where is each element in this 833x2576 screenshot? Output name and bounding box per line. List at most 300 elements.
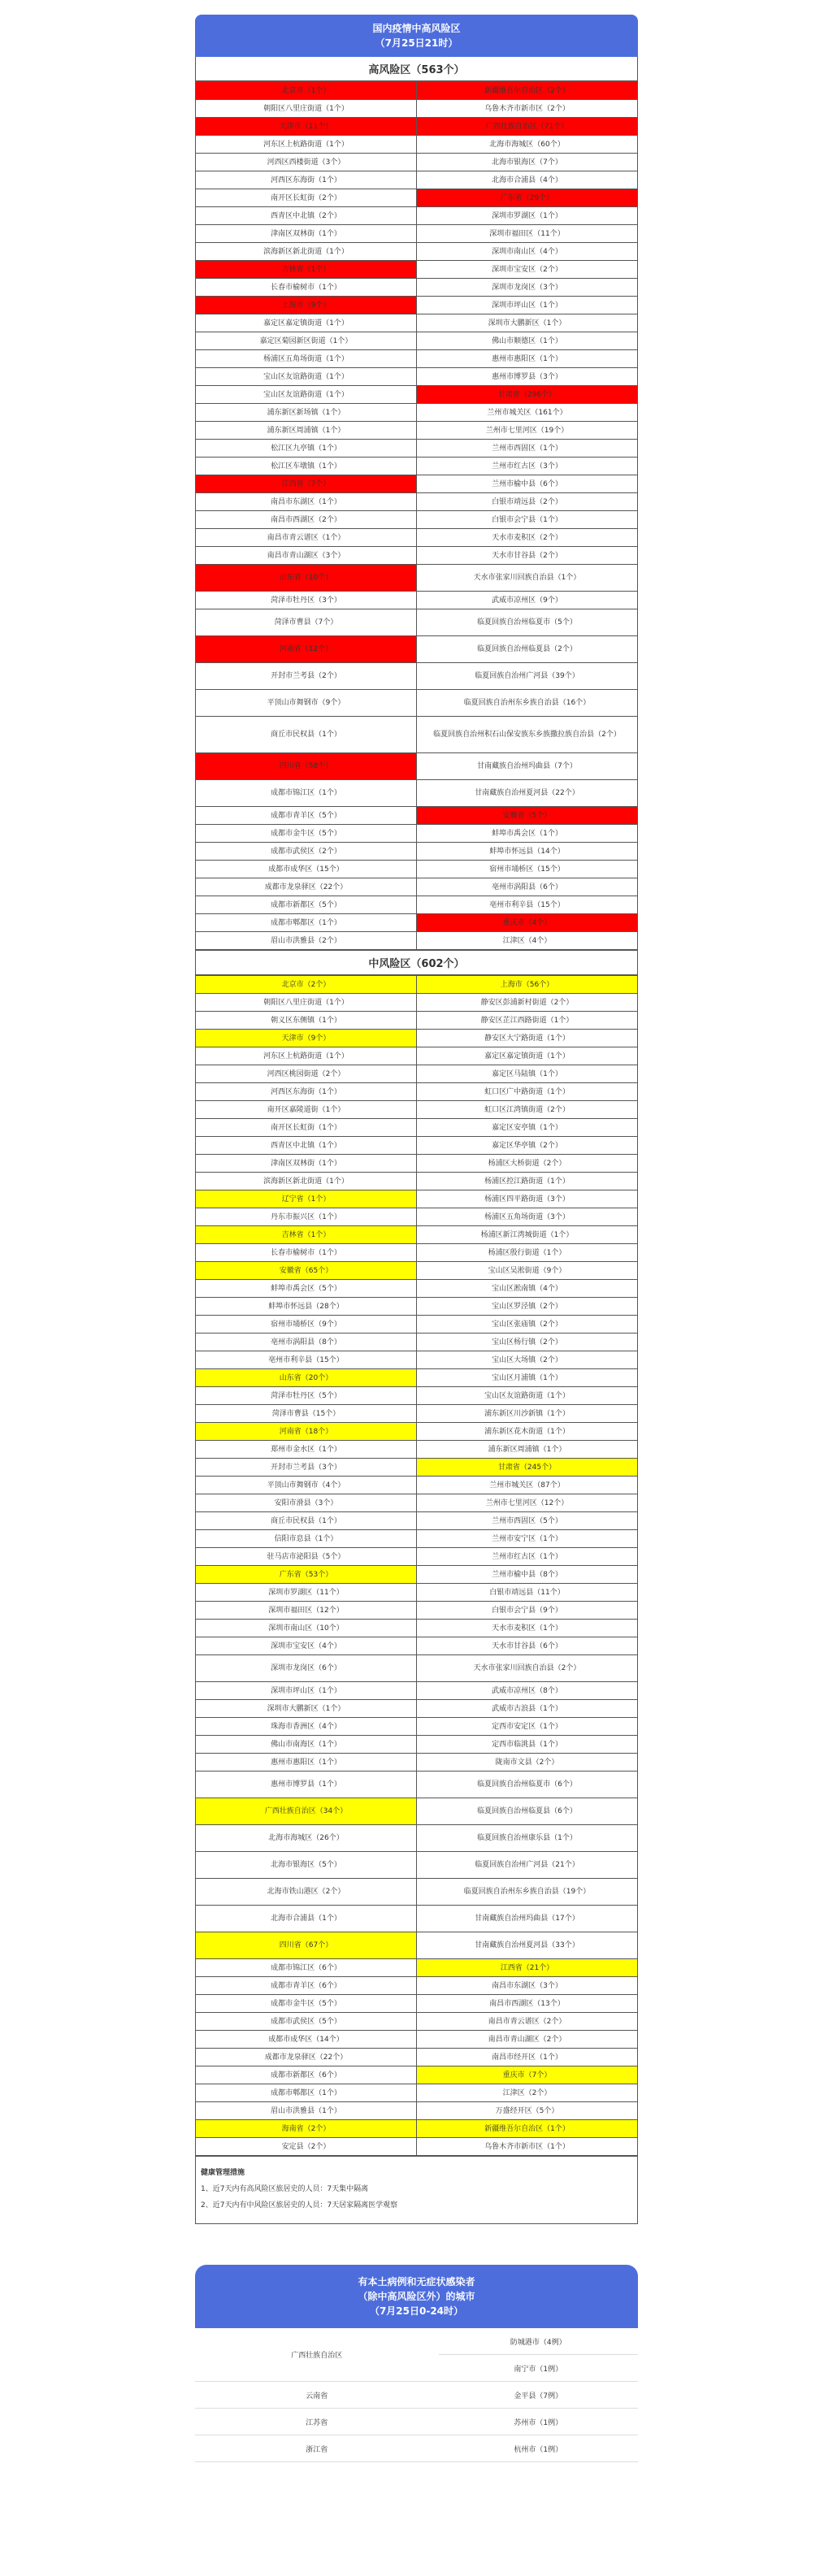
table-row — [195, 2382, 638, 2409]
table-row — [196, 1280, 637, 1298]
district-cell: 北海市合浦县（4个） — [417, 171, 638, 189]
local-province-cell: 云南省 — [195, 2382, 439, 2409]
table-row — [196, 1736, 637, 1754]
table-row — [196, 1298, 637, 1316]
district-cell: 南开区长虹街（2个） — [196, 189, 417, 207]
province-cell: 天津市（11个） — [196, 118, 417, 136]
table-row — [196, 878, 637, 896]
district-cell: 宝山区月浦镇（1个） — [417, 1369, 638, 1387]
table-row — [196, 2066, 637, 2084]
table-row — [196, 1012, 637, 1030]
district-cell: 眉山市洪雅县（1个） — [196, 2102, 417, 2120]
district-cell: 南昌市西湖区（2个） — [196, 511, 417, 529]
district-cell: 宝山区罗泾镇（2个） — [417, 1298, 638, 1316]
table-row — [196, 1101, 637, 1119]
district-cell: 商丘市民权县（1个） — [196, 1512, 417, 1530]
district-cell: 兰州市西固区（5个） — [417, 1512, 638, 1530]
table-row — [196, 1637, 637, 1655]
table-row — [196, 2013, 637, 2031]
province-cell: 安徽省（65个） — [196, 1262, 417, 1280]
table-row — [196, 1700, 637, 1718]
table-row — [196, 843, 637, 861]
province-cell: 新疆维吾尔自治区（2个） — [417, 82, 638, 100]
district-cell: 西青区中北镇（1个） — [196, 1137, 417, 1155]
table-row — [196, 1387, 637, 1405]
district-cell: 甘南藏族自治州玛曲县（17个） — [417, 1906, 638, 1932]
table-row — [196, 207, 637, 225]
district-cell: 浦东新区新场镇（1个） — [196, 404, 417, 422]
table-row — [196, 1977, 637, 1995]
district-cell: 白银市靖远县（2个） — [417, 493, 638, 511]
table-row — [196, 118, 637, 136]
district-cell: 成都市青羊区（5个） — [196, 807, 417, 825]
district-cell: 兰州市榆中县（6个） — [417, 475, 638, 493]
district-cell: 杨浦区四平路街道（3个） — [417, 1190, 638, 1208]
table-row — [196, 2138, 637, 2156]
district-cell: 临夏回族自治州康乐县（1个） — [417, 1825, 638, 1852]
district-cell: 驻马店市泌阳县（5个） — [196, 1548, 417, 1566]
district-cell: 武威市古浪县（1个） — [417, 1700, 638, 1718]
district-cell: 浦东新区川沙新镇（1个） — [417, 1405, 638, 1423]
table-row — [196, 690, 637, 717]
district-cell: 乌鲁木齐市新市区（1个） — [417, 2138, 638, 2156]
table-row — [196, 225, 637, 243]
local-city-cell: 金平县（7例） — [439, 2382, 638, 2409]
table-row — [196, 1682, 637, 1700]
district-cell: 朝义区东侧镇（1个） — [196, 1012, 417, 1030]
district-cell: 浦东新区周浦镇（1个） — [417, 1441, 638, 1459]
local-cases-header — [195, 2265, 638, 2328]
table-row — [196, 1316, 637, 1334]
district-cell: 嘉定区安亭镇（1个） — [417, 1119, 638, 1137]
district-cell: 甘南藏族自治州夏河县（33个） — [417, 1932, 638, 1959]
province-cell: 吉林省（1个） — [196, 1226, 417, 1244]
table-row — [196, 1155, 637, 1173]
table-row — [196, 261, 637, 279]
local-province-cell: 广西壮族自治区 — [195, 2328, 439, 2382]
district-cell: 乌鲁木齐市新市区（2个） — [417, 100, 638, 118]
district-cell: 成都市郫都区（1个） — [196, 2084, 417, 2102]
district-cell: 菏泽市曹县（7个） — [196, 609, 417, 636]
district-cell: 成都市金牛区（5个） — [196, 1995, 417, 2013]
table-row — [196, 404, 637, 422]
table-row — [196, 1477, 637, 1494]
table-row — [196, 529, 637, 547]
district-cell: 兰州市七里河区（12个） — [417, 1494, 638, 1512]
table-row — [196, 440, 637, 458]
district-cell: 滨海新区新北街道（1个） — [196, 243, 417, 261]
district-cell: 佛山市顺德区（1个） — [417, 332, 638, 350]
district-cell: 深圳市福田区（12个） — [196, 1602, 417, 1620]
table-row — [196, 189, 637, 207]
high-risk-table — [196, 81, 637, 950]
health-note-item: 2、近7天内有中风险区旅居史的人员：7天居家隔离医学观察 — [201, 2201, 398, 2210]
district-cell: 宝山区友谊路街道（1个） — [417, 1387, 638, 1405]
table-row — [196, 636, 637, 663]
district-cell: 安阳市滑县（3个） — [196, 1494, 417, 1512]
table-row — [196, 2031, 637, 2049]
district-cell: 成都市金牛区（5个） — [196, 825, 417, 843]
table-row — [196, 1244, 637, 1262]
local-city-cell: 苏州市（1例） — [439, 2409, 638, 2435]
district-cell: 松江区九亭镇（1个） — [196, 440, 417, 458]
district-cell: 宝山区张庙镇（2个） — [417, 1316, 638, 1334]
district-cell: 天水市麦积区（1个） — [417, 1620, 638, 1637]
table-row — [196, 565, 637, 592]
district-cell: 宝山区吴淞街道（9个） — [417, 1262, 638, 1280]
table-row — [195, 2409, 638, 2435]
province-cell: 江西省（21个） — [417, 1959, 638, 1977]
table-row — [196, 825, 637, 843]
table-row — [196, 297, 637, 314]
local-cases-title-line: （除中高风险区外）的城市 — [358, 2291, 475, 2302]
table-row — [196, 368, 637, 386]
district-cell: 天水市张家川回族自治县（1个） — [417, 565, 638, 592]
district-cell: 南昌市西湖区（13个） — [417, 1995, 638, 2013]
district-cell: 虹口区广中路街道（1个） — [417, 1083, 638, 1101]
table-row — [196, 458, 637, 475]
table-row — [196, 314, 637, 332]
district-cell: 南开区长虹街（1个） — [196, 1119, 417, 1137]
high-risk-title: 高风险区（563个） — [196, 57, 637, 81]
district-cell: 天水市甘谷县（6个） — [417, 1637, 638, 1655]
table-row — [196, 1173, 637, 1190]
district-cell: 白银市会宁县（1个） — [417, 511, 638, 529]
local-city-cell: 防城港市（4例） — [439, 2328, 638, 2355]
province-cell: 四川省（58个） — [196, 753, 417, 780]
province-cell: 山东省（20个） — [196, 1369, 417, 1387]
district-cell: 杨浦区大桥街道（2个） — [417, 1155, 638, 1173]
local-city-cell: 杭州市（1例） — [439, 2435, 638, 2462]
district-cell: 临夏回族自治州临夏县（6个） — [417, 1798, 638, 1825]
district-cell: 兰州市红古区（1个） — [417, 1548, 638, 1566]
district-cell: 静安区大宁路街道（1个） — [417, 1030, 638, 1047]
table-row — [196, 279, 637, 297]
table-row — [196, 1494, 637, 1512]
table-row — [196, 753, 637, 780]
district-cell: 成都市龙泉驿区（22个） — [196, 878, 417, 896]
district-cell: 惠州市博罗县（3个） — [417, 368, 638, 386]
district-cell: 白银市靖远县（11个） — [417, 1584, 638, 1602]
district-cell: 深圳市南山区（10个） — [196, 1620, 417, 1637]
district-cell: 深圳市南山区（4个） — [417, 243, 638, 261]
district-cell: 眉山市洪雅县（2个） — [196, 932, 417, 950]
district-cell: 蚌埠市怀远县（14个） — [417, 843, 638, 861]
province-cell: 安徽省（5个） — [417, 807, 638, 825]
table-row — [196, 1190, 637, 1208]
district-cell: 成都市锦江区（6个） — [196, 1959, 417, 1977]
table-row — [196, 1423, 637, 1441]
district-cell: 成都市郫都区（1个） — [196, 914, 417, 932]
district-cell: 静安区彭浦新村街道（2个） — [417, 994, 638, 1012]
district-cell: 深圳市罗湖区（11个） — [196, 1584, 417, 1602]
table-row — [196, 511, 637, 529]
district-cell: 菏泽市牡丹区（5个） — [196, 1387, 417, 1405]
province-cell: 天津市（9个） — [196, 1030, 417, 1047]
district-cell: 南昌市青云谱区（2个） — [417, 2013, 638, 2031]
district-cell: 临夏回族自治州广河县（39个） — [417, 663, 638, 690]
district-cell: 嘉定区嘉定镇街道（1个） — [196, 314, 417, 332]
table-row — [196, 493, 637, 511]
table-row — [196, 1226, 637, 1244]
district-cell: 信阳市息县（1个） — [196, 1530, 417, 1548]
district-cell: 南昌市经开区（1个） — [417, 2049, 638, 2066]
district-cell: 临夏回族自治州临夏市（6个） — [417, 1772, 638, 1798]
district-cell: 惠州市博罗县（1个） — [196, 1772, 417, 1798]
district-cell: 北海市银海区（7个） — [417, 154, 638, 171]
table-row — [196, 2120, 637, 2138]
province-cell: 上海市（9个） — [196, 297, 417, 314]
table-row — [196, 1932, 637, 1959]
district-cell: 成都市成华区（15个） — [196, 861, 417, 878]
table-row — [196, 386, 637, 404]
district-cell: 南昌市青山湖区（3个） — [196, 547, 417, 565]
district-cell: 白银市会宁县（9个） — [417, 1602, 638, 1620]
district-cell: 南昌市东湖区（3个） — [417, 1977, 638, 1995]
table-row — [196, 332, 637, 350]
district-cell: 平顶山市舞钢市（9个） — [196, 690, 417, 717]
district-cell: 开封市兰考县（2个） — [196, 663, 417, 690]
table-row — [196, 136, 637, 154]
district-cell: 天水市甘谷县（2个） — [417, 547, 638, 565]
table-row — [196, 1566, 637, 1584]
district-cell: 河西区东海街（1个） — [196, 171, 417, 189]
district-cell: 商丘市民权县（1个） — [196, 717, 417, 753]
district-cell: 深圳市龙岗区（6个） — [196, 1655, 417, 1682]
health-notes — [196, 2156, 637, 2223]
district-cell: 蚌埠市禹会区（1个） — [417, 825, 638, 843]
district-cell: 成都市新都区（5个） — [196, 896, 417, 914]
district-cell: 亳州市涡阳县（6个） — [417, 878, 638, 896]
district-cell: 定西市临洮县（1个） — [417, 1736, 638, 1754]
district-cell: 武威市凉州区（8个） — [417, 1682, 638, 1700]
table-row — [196, 1718, 637, 1736]
table-row — [196, 896, 637, 914]
province-cell: 广西壮族自治区（71个） — [417, 118, 638, 136]
mid-risk-title: 中风险区（602个） — [196, 950, 637, 975]
district-cell: 亳州市涡阳县（8个） — [196, 1334, 417, 1351]
district-cell: 临夏回族自治州临夏市（5个） — [417, 609, 638, 636]
district-cell: 武威市凉州区（9个） — [417, 592, 638, 609]
district-cell: 成都市武侯区（5个） — [196, 2013, 417, 2031]
table-row — [196, 1655, 637, 1682]
district-cell: 杨浦区五角场街道（1个） — [196, 350, 417, 368]
district-cell: 成都市成华区（14个） — [196, 2031, 417, 2049]
district-cell: 宿州市埇桥区（15个） — [417, 861, 638, 878]
district-cell: 深圳市福田区（11个） — [417, 225, 638, 243]
table-row — [196, 914, 637, 932]
table-row — [196, 422, 637, 440]
page-subtitle: （7月25日21时） — [375, 37, 458, 49]
district-cell: 江津区（4个） — [417, 932, 638, 950]
table-row — [196, 350, 637, 368]
province-cell: 北京市（2个） — [196, 976, 417, 994]
table-row — [196, 1405, 637, 1423]
district-cell: 北海市海城区（26个） — [196, 1825, 417, 1852]
table-row — [196, 1512, 637, 1530]
district-cell: 河东区上杭路街道（1个） — [196, 1047, 417, 1065]
district-cell: 南昌市青山湖区（2个） — [417, 2031, 638, 2049]
district-cell: 河东区上杭路街道（1个） — [196, 136, 417, 154]
district-cell: 菏泽市牡丹区（3个） — [196, 592, 417, 609]
table-row — [196, 154, 637, 171]
district-cell: 珠海市香洲区（4个） — [196, 1718, 417, 1736]
province-cell: 广东省（29个） — [417, 189, 638, 207]
page-header — [195, 15, 638, 57]
table-row — [196, 1959, 637, 1977]
district-cell: 蚌埠市禹会区（5个） — [196, 1280, 417, 1298]
district-cell: 杨浦区新江湾城街道（1个） — [417, 1226, 638, 1244]
table-row — [196, 592, 637, 609]
table-row — [196, 932, 637, 950]
province-cell: 江西省（7个） — [196, 475, 417, 493]
province-cell: 四川省（67个） — [196, 1932, 417, 1959]
district-cell: 宝山区杨行镇（2个） — [417, 1334, 638, 1351]
district-cell: 兰州市安宁区（1个） — [417, 1530, 638, 1548]
district-cell: 静安区芷江西路街道（1个） — [417, 1012, 638, 1030]
district-cell: 宝山区友谊路街道（1个） — [196, 368, 417, 386]
table-row — [196, 1030, 637, 1047]
table-row — [196, 976, 637, 994]
table-row — [196, 994, 637, 1012]
district-cell: 兰州市西固区（1个） — [417, 440, 638, 458]
table-row — [196, 1083, 637, 1101]
district-cell: 平顶山市舞钢市（4个） — [196, 1477, 417, 1494]
district-cell: 深圳市龙岗区（3个） — [417, 279, 638, 297]
district-cell: 成都市青羊区（6个） — [196, 1977, 417, 1995]
district-cell: 佛山市南海区（1个） — [196, 1736, 417, 1754]
district-cell: 深圳市宝安区（2个） — [417, 261, 638, 279]
district-cell: 成都市龙泉驿区（22个） — [196, 2049, 417, 2066]
province-cell: 上海市（56个） — [417, 976, 638, 994]
province-cell: 北京市（1个） — [196, 82, 417, 100]
district-cell: 天水市麦积区（2个） — [417, 529, 638, 547]
table-row — [196, 475, 637, 493]
table-row — [196, 2084, 637, 2102]
table-row — [196, 1754, 637, 1772]
district-cell: 嘉定区华亭镇（2个） — [417, 1137, 638, 1155]
table-row — [196, 1620, 637, 1637]
district-cell: 深圳市罗湖区（1个） — [417, 207, 638, 225]
table-row — [196, 1262, 637, 1280]
table-row — [196, 1530, 637, 1548]
district-cell: 兰州市七里河区（19个） — [417, 422, 638, 440]
table-row — [196, 2102, 637, 2120]
district-cell: 兰州市榆中县（8个） — [417, 1566, 638, 1584]
table-row — [196, 1351, 637, 1369]
district-cell: 深圳市大鹏新区（1个） — [196, 1700, 417, 1718]
province-cell: 甘肃省（245个） — [417, 1459, 638, 1477]
district-cell: 陇南市文县（2个） — [417, 1754, 638, 1772]
district-cell: 兰州市城关区（87个） — [417, 1477, 638, 1494]
table-row — [196, 243, 637, 261]
district-cell: 亳州市利辛县（15个） — [417, 896, 638, 914]
province-cell: 辽宁省（1个） — [196, 1190, 417, 1208]
table-row — [196, 1879, 637, 1906]
district-cell: 临夏回族自治州积石山保安族东乡族撒拉族自治县（2个） — [417, 717, 638, 753]
table-row — [196, 1119, 637, 1137]
table-row — [196, 82, 637, 100]
page-title: 国内疫情中高风险区 — [372, 23, 461, 34]
district-cell: 天水市张家川回族自治县（2个） — [417, 1655, 638, 1682]
table-row — [196, 807, 637, 825]
district-cell: 成都市锦江区（1个） — [196, 780, 417, 807]
district-cell: 甘南藏族自治州玛曲县（7个） — [417, 753, 638, 780]
district-cell: 惠州市惠阳区（1个） — [196, 1754, 417, 1772]
district-cell: 深圳市坪山区（1个） — [417, 297, 638, 314]
district-cell: 长春市榆树市（1个） — [196, 1244, 417, 1262]
province-cell: 海南省（2个） — [196, 2120, 417, 2138]
table-row — [196, 1459, 637, 1477]
district-cell: 杨浦区控江路街道（1个） — [417, 1173, 638, 1190]
table-row — [196, 1995, 637, 2013]
local-province-cell: 江苏省 — [195, 2409, 439, 2435]
table-row — [196, 1208, 637, 1226]
district-cell: 杨浦区五角场街道（3个） — [417, 1208, 638, 1226]
province-cell: 山东省（10个） — [196, 565, 417, 592]
district-cell: 南昌市东湖区（1个） — [196, 493, 417, 511]
district-cell: 深圳市大鹏新区（1个） — [417, 314, 638, 332]
table-row — [196, 1047, 637, 1065]
table-row — [196, 1772, 637, 1798]
table-row — [195, 2328, 638, 2355]
local-cases-title-line: 有本土病例和无症状感染者 — [358, 2276, 475, 2288]
province-cell: 重庆市（4个） — [417, 914, 638, 932]
risk-area-panel — [195, 57, 638, 2224]
district-cell: 浦东新区周浦镇（1个） — [196, 422, 417, 440]
table-row — [196, 663, 637, 690]
district-cell: 朝阳区八里庄街道（1个） — [196, 100, 417, 118]
table-row — [195, 2435, 638, 2462]
mid-risk-table — [196, 975, 637, 2156]
district-cell: 丹东市振兴区（1个） — [196, 1208, 417, 1226]
district-cell: 亳州市利辛县（15个） — [196, 1351, 417, 1369]
district-cell: 北海市铁山港区（2个） — [196, 1879, 417, 1906]
province-cell: 新疆维吾尔自治区（1个） — [417, 2120, 638, 2138]
district-cell: 成都市新都区（6个） — [196, 2066, 417, 2084]
district-cell: 临夏回族自治州广河县（21个） — [417, 1852, 638, 1879]
local-cases-title-line: （7月25日0-24时） — [369, 2305, 464, 2317]
district-cell: 开封市兰考县（3个） — [196, 1459, 417, 1477]
district-cell: 朝阳区八里庄街道（1个） — [196, 994, 417, 1012]
table-row — [196, 1584, 637, 1602]
district-cell: 宝山区淞南镇（4个） — [417, 1280, 638, 1298]
district-cell: 成都市武侯区（2个） — [196, 843, 417, 861]
table-row — [196, 100, 637, 118]
local-province-cell: 浙江省 — [195, 2435, 439, 2462]
health-notes-title: 健康管理措施 — [201, 2169, 245, 2177]
district-cell: 河西区东海街（1个） — [196, 1083, 417, 1101]
district-cell: 万盛经开区（5个） — [417, 2102, 638, 2120]
district-cell: 北海市合浦县（1个） — [196, 1906, 417, 1932]
district-cell: 宿州市埇桥区（9个） — [196, 1316, 417, 1334]
district-cell: 临夏回族自治州临夏县（2个） — [417, 636, 638, 663]
district-cell: 江津区（2个） — [417, 2084, 638, 2102]
district-cell: 滨海新区新北街道（1个） — [196, 1173, 417, 1190]
district-cell: 松江区车墩镇（1个） — [196, 458, 417, 475]
district-cell: 南昌市青云谱区（1个） — [196, 529, 417, 547]
district-cell: 虹口区江湾镇街道（2个） — [417, 1101, 638, 1119]
district-cell: 菏泽市曹县（15个） — [196, 1405, 417, 1423]
table-row — [196, 1334, 637, 1351]
local-cases-table — [195, 2328, 638, 2462]
local-city-cell: 南宁市（1例） — [439, 2355, 638, 2382]
table-row — [196, 609, 637, 636]
table-row — [196, 861, 637, 878]
province-cell: 吉林省（1个） — [196, 261, 417, 279]
district-cell: 津南区双林街（1个） — [196, 1155, 417, 1173]
table-row — [196, 2049, 637, 2066]
